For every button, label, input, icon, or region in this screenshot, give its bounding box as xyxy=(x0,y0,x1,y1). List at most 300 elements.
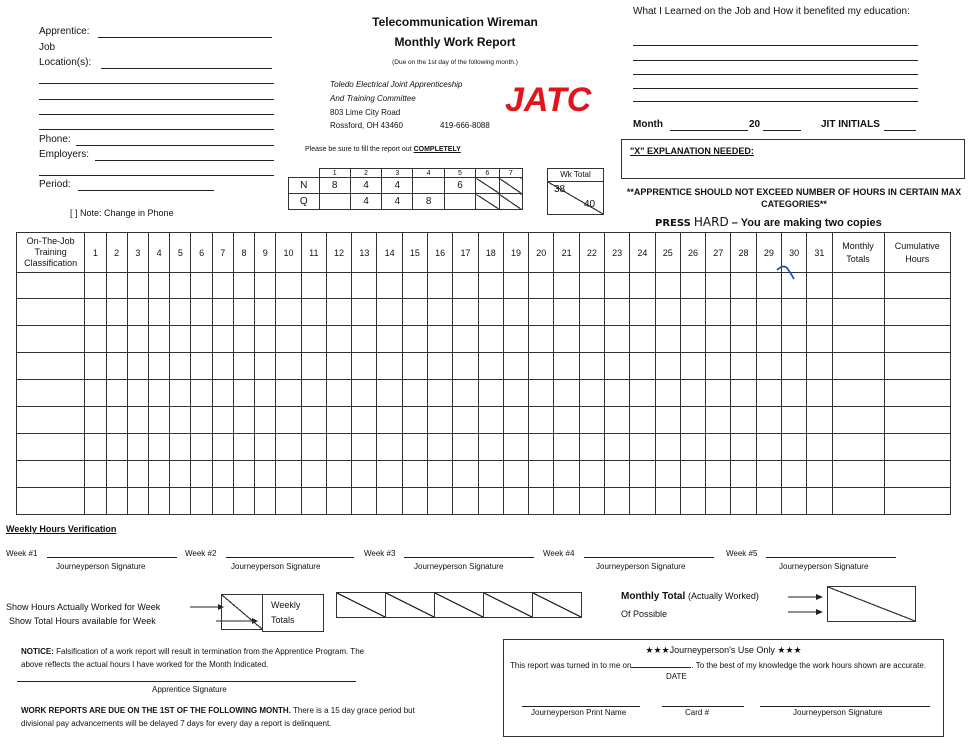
hours-cell[interactable] xyxy=(630,380,655,407)
hours-cell[interactable] xyxy=(655,353,680,380)
hours-cell[interactable] xyxy=(503,273,528,299)
mini-cell[interactable]: 4 xyxy=(382,194,413,210)
hours-cell[interactable] xyxy=(781,461,806,488)
hours-cell[interactable] xyxy=(503,326,528,353)
hours-cell[interactable] xyxy=(301,488,326,515)
hours-cell[interactable] xyxy=(402,299,427,326)
hours-cell[interactable] xyxy=(127,326,148,353)
mini-cell[interactable]: 8 xyxy=(319,178,350,194)
hours-cell[interactable] xyxy=(503,434,528,461)
hours-cell[interactable] xyxy=(781,488,806,515)
hours-cell[interactable] xyxy=(478,407,503,434)
hours-cell[interactable] xyxy=(807,273,832,299)
hours-cell[interactable] xyxy=(453,380,478,407)
cumulative-cell[interactable] xyxy=(884,299,950,326)
employers-line-2[interactable] xyxy=(39,175,274,176)
hours-cell[interactable] xyxy=(255,434,276,461)
hours-cell[interactable] xyxy=(255,273,276,299)
hours-cell[interactable] xyxy=(148,273,169,299)
hours-cell[interactable] xyxy=(276,407,301,434)
hours-cell[interactable] xyxy=(85,273,106,299)
weekly-hours-box[interactable] xyxy=(221,594,263,630)
hours-cell[interactable] xyxy=(191,488,212,515)
hours-cell[interactable] xyxy=(85,407,106,434)
mini-cell[interactable]: 4 xyxy=(382,178,413,194)
location-field[interactable] xyxy=(101,68,272,69)
hours-cell[interactable] xyxy=(301,273,326,299)
jp-print-name-line[interactable] xyxy=(522,706,640,707)
hours-cell[interactable] xyxy=(453,299,478,326)
hours-cell[interactable] xyxy=(655,380,680,407)
hours-cell[interactable] xyxy=(326,326,351,353)
hours-cell[interactable] xyxy=(503,380,528,407)
week-4-signature-line[interactable] xyxy=(584,557,714,558)
hours-cell[interactable] xyxy=(428,434,453,461)
hours-cell[interactable] xyxy=(148,353,169,380)
hours-cell[interactable] xyxy=(212,461,233,488)
hours-cell[interactable] xyxy=(579,380,604,407)
week-total-box[interactable] xyxy=(435,592,484,618)
hours-cell[interactable] xyxy=(191,407,212,434)
hours-cell[interactable] xyxy=(255,488,276,515)
hours-cell[interactable] xyxy=(706,407,731,434)
hours-cell[interactable] xyxy=(428,407,453,434)
hours-cell[interactable] xyxy=(579,407,604,434)
hours-cell[interactable] xyxy=(326,380,351,407)
hours-cell[interactable] xyxy=(503,407,528,434)
hours-cell[interactable] xyxy=(191,461,212,488)
hours-cell[interactable] xyxy=(428,461,453,488)
hours-cell[interactable] xyxy=(85,488,106,515)
learned-line-4[interactable] xyxy=(633,88,918,89)
week-3-signature-line[interactable] xyxy=(404,557,534,558)
hours-cell[interactable] xyxy=(377,380,402,407)
cumulative-cell[interactable] xyxy=(884,326,950,353)
week-total-box[interactable] xyxy=(336,592,386,618)
hours-cell[interactable] xyxy=(731,461,756,488)
hours-cell[interactable] xyxy=(352,299,377,326)
hours-cell[interactable] xyxy=(276,353,301,380)
hours-cell[interactable] xyxy=(630,353,655,380)
hours-cell[interactable] xyxy=(655,434,680,461)
hours-cell[interactable] xyxy=(233,461,254,488)
hours-cell[interactable] xyxy=(554,488,579,515)
hours-cell[interactable] xyxy=(807,461,832,488)
hours-cell[interactable] xyxy=(326,461,351,488)
learned-line-5[interactable] xyxy=(633,101,918,102)
classification-cell[interactable] xyxy=(17,434,85,461)
hours-cell[interactable] xyxy=(301,461,326,488)
hours-cell[interactable] xyxy=(191,299,212,326)
cumulative-cell[interactable] xyxy=(884,407,950,434)
hours-cell[interactable] xyxy=(428,273,453,299)
hours-cell[interactable] xyxy=(170,299,191,326)
hours-cell[interactable] xyxy=(148,488,169,515)
hours-cell[interactable] xyxy=(85,380,106,407)
hours-cell[interactable] xyxy=(352,326,377,353)
hours-cell[interactable] xyxy=(255,380,276,407)
hours-cell[interactable] xyxy=(706,461,731,488)
hours-cell[interactable] xyxy=(503,353,528,380)
hours-cell[interactable] xyxy=(377,353,402,380)
week-total-box[interactable] xyxy=(386,592,435,618)
hours-cell[interactable] xyxy=(478,353,503,380)
monthly-total-cell[interactable] xyxy=(832,299,884,326)
hours-cell[interactable] xyxy=(478,380,503,407)
hours-cell[interactable] xyxy=(579,273,604,299)
hours-cell[interactable] xyxy=(605,407,630,434)
hours-cell[interactable] xyxy=(428,380,453,407)
hours-cell[interactable] xyxy=(630,488,655,515)
hours-cell[interactable] xyxy=(301,299,326,326)
hours-cell[interactable] xyxy=(352,434,377,461)
hours-cell[interactable] xyxy=(212,407,233,434)
hours-cell[interactable] xyxy=(630,461,655,488)
hours-cell[interactable] xyxy=(529,461,554,488)
hours-cell[interactable] xyxy=(255,299,276,326)
hours-cell[interactable] xyxy=(807,353,832,380)
hours-cell[interactable] xyxy=(170,407,191,434)
mini-cell[interactable]: 6 xyxy=(444,178,475,194)
hours-cell[interactable] xyxy=(352,488,377,515)
hours-cell[interactable] xyxy=(301,380,326,407)
hours-cell[interactable] xyxy=(680,434,705,461)
hours-cell[interactable] xyxy=(148,380,169,407)
hours-cell[interactable] xyxy=(377,299,402,326)
hours-cell[interactable] xyxy=(276,380,301,407)
hours-cell[interactable] xyxy=(170,353,191,380)
hours-cell[interactable] xyxy=(352,461,377,488)
hours-cell[interactable] xyxy=(529,326,554,353)
hours-cell[interactable] xyxy=(170,461,191,488)
mini-cell[interactable] xyxy=(319,194,350,210)
mini-cell[interactable] xyxy=(444,194,475,210)
hours-cell[interactable] xyxy=(212,299,233,326)
classification-cell[interactable] xyxy=(17,380,85,407)
hours-cell[interactable] xyxy=(655,461,680,488)
hours-cell[interactable] xyxy=(233,407,254,434)
hours-cell[interactable] xyxy=(377,461,402,488)
hours-cell[interactable] xyxy=(106,353,127,380)
hours-cell[interactable] xyxy=(233,326,254,353)
hours-cell[interactable] xyxy=(276,299,301,326)
hours-cell[interactable] xyxy=(680,353,705,380)
hours-cell[interactable] xyxy=(255,407,276,434)
hours-cell[interactable] xyxy=(453,488,478,515)
hours-cell[interactable] xyxy=(148,299,169,326)
hours-cell[interactable] xyxy=(402,407,427,434)
hours-cell[interactable] xyxy=(276,273,301,299)
hours-cell[interactable] xyxy=(680,299,705,326)
cumulative-cell[interactable] xyxy=(884,380,950,407)
hours-cell[interactable] xyxy=(731,273,756,299)
hours-cell[interactable] xyxy=(301,407,326,434)
hours-cell[interactable] xyxy=(352,273,377,299)
hours-cell[interactable] xyxy=(781,299,806,326)
classification-cell[interactable] xyxy=(17,273,85,299)
hours-cell[interactable] xyxy=(630,273,655,299)
hours-cell[interactable] xyxy=(706,488,731,515)
mini-cell[interactable]: 8 xyxy=(413,194,444,210)
monthly-total-cell[interactable] xyxy=(832,434,884,461)
hours-cell[interactable] xyxy=(731,434,756,461)
hours-cell[interactable] xyxy=(402,353,427,380)
cumulative-cell[interactable] xyxy=(884,273,950,299)
monthly-total-cell[interactable] xyxy=(832,380,884,407)
hours-cell[interactable] xyxy=(276,488,301,515)
hours-cell[interactable] xyxy=(478,273,503,299)
hours-cell[interactable] xyxy=(781,353,806,380)
hours-cell[interactable] xyxy=(529,407,554,434)
hours-cell[interactable] xyxy=(630,407,655,434)
hours-cell[interactable] xyxy=(148,461,169,488)
hours-cell[interactable] xyxy=(554,353,579,380)
cumulative-cell[interactable] xyxy=(884,353,950,380)
hours-cell[interactable] xyxy=(655,407,680,434)
hours-cell[interactable] xyxy=(554,407,579,434)
classification-cell[interactable] xyxy=(17,461,85,488)
hours-cell[interactable] xyxy=(212,434,233,461)
hours-cell[interactable] xyxy=(756,326,781,353)
hours-cell[interactable] xyxy=(453,407,478,434)
hours-cell[interactable] xyxy=(326,488,351,515)
monthly-total-cell[interactable] xyxy=(832,353,884,380)
hours-cell[interactable] xyxy=(170,326,191,353)
hours-cell[interactable] xyxy=(655,326,680,353)
hours-cell[interactable] xyxy=(212,353,233,380)
hours-cell[interactable] xyxy=(85,326,106,353)
hours-cell[interactable] xyxy=(255,326,276,353)
hours-cell[interactable] xyxy=(170,273,191,299)
hours-cell[interactable] xyxy=(428,353,453,380)
hours-cell[interactable] xyxy=(428,488,453,515)
hours-cell[interactable] xyxy=(212,273,233,299)
hours-cell[interactable] xyxy=(127,299,148,326)
hours-cell[interactable] xyxy=(106,407,127,434)
jp-signature-line[interactable] xyxy=(760,706,930,707)
hours-cell[interactable] xyxy=(85,353,106,380)
hours-cell[interactable] xyxy=(503,461,528,488)
hours-cell[interactable] xyxy=(85,434,106,461)
hours-cell[interactable] xyxy=(706,273,731,299)
hours-cell[interactable] xyxy=(630,434,655,461)
hours-cell[interactable] xyxy=(807,380,832,407)
x-explanation-box[interactable] xyxy=(621,139,965,179)
hours-cell[interactable] xyxy=(579,326,604,353)
monthly-total-cell[interactable] xyxy=(832,326,884,353)
week-1-signature-line[interactable] xyxy=(47,557,177,558)
year-field[interactable] xyxy=(763,130,801,131)
hours-cell[interactable] xyxy=(402,380,427,407)
mini-cell[interactable]: 4 xyxy=(350,178,381,194)
hours-cell[interactable] xyxy=(148,407,169,434)
hours-cell[interactable] xyxy=(106,299,127,326)
phone-field[interactable] xyxy=(76,145,274,146)
hours-cell[interactable] xyxy=(731,380,756,407)
hours-cell[interactable] xyxy=(529,299,554,326)
hours-cell[interactable] xyxy=(352,353,377,380)
hours-cell[interactable] xyxy=(579,299,604,326)
hours-cell[interactable] xyxy=(529,353,554,380)
hours-cell[interactable] xyxy=(106,488,127,515)
hours-cell[interactable] xyxy=(106,461,127,488)
week-total-box[interactable] xyxy=(533,592,582,618)
hours-cell[interactable] xyxy=(605,434,630,461)
hours-cell[interactable] xyxy=(453,353,478,380)
hours-cell[interactable] xyxy=(402,326,427,353)
hours-cell[interactable] xyxy=(579,488,604,515)
hours-cell[interactable] xyxy=(731,353,756,380)
hours-cell[interactable] xyxy=(127,461,148,488)
month-field[interactable] xyxy=(670,130,748,131)
hours-cell[interactable] xyxy=(453,326,478,353)
hours-cell[interactable] xyxy=(377,488,402,515)
hours-cell[interactable] xyxy=(605,488,630,515)
hours-cell[interactable] xyxy=(807,407,832,434)
hours-cell[interactable] xyxy=(655,488,680,515)
classification-cell[interactable] xyxy=(17,353,85,380)
hours-cell[interactable] xyxy=(478,434,503,461)
hours-cell[interactable] xyxy=(127,353,148,380)
card-number-line[interactable] xyxy=(662,706,744,707)
hours-cell[interactable] xyxy=(731,326,756,353)
period-field[interactable] xyxy=(78,190,214,191)
hours-cell[interactable] xyxy=(781,326,806,353)
hours-cell[interactable] xyxy=(377,326,402,353)
hours-cell[interactable] xyxy=(706,353,731,380)
hours-cell[interactable] xyxy=(402,273,427,299)
hours-cell[interactable] xyxy=(212,380,233,407)
hours-cell[interactable] xyxy=(731,407,756,434)
apprentice-signature-line[interactable] xyxy=(17,681,356,682)
hours-cell[interactable] xyxy=(655,299,680,326)
hours-cell[interactable] xyxy=(756,353,781,380)
hours-cell[interactable] xyxy=(630,326,655,353)
hours-cell[interactable] xyxy=(781,407,806,434)
hours-cell[interactable] xyxy=(756,380,781,407)
hours-cell[interactable] xyxy=(301,353,326,380)
hours-cell[interactable] xyxy=(478,461,503,488)
hours-cell[interactable] xyxy=(301,434,326,461)
learned-line-2[interactable] xyxy=(633,60,918,61)
hours-cell[interactable] xyxy=(106,273,127,299)
hours-cell[interactable] xyxy=(807,488,832,515)
hours-cell[interactable] xyxy=(655,273,680,299)
hours-cell[interactable] xyxy=(326,299,351,326)
hours-cell[interactable] xyxy=(170,434,191,461)
hours-cell[interactable] xyxy=(680,488,705,515)
hours-cell[interactable] xyxy=(756,407,781,434)
hours-cell[interactable] xyxy=(233,380,254,407)
jit-field[interactable] xyxy=(884,130,916,131)
location-line-4[interactable] xyxy=(39,114,274,115)
hours-cell[interactable] xyxy=(301,326,326,353)
week-5-signature-line[interactable] xyxy=(766,557,896,558)
hours-cell[interactable] xyxy=(127,273,148,299)
hours-cell[interactable] xyxy=(680,407,705,434)
hours-cell[interactable] xyxy=(276,434,301,461)
hours-cell[interactable] xyxy=(731,488,756,515)
hours-cell[interactable] xyxy=(554,299,579,326)
hours-cell[interactable] xyxy=(377,407,402,434)
hours-cell[interactable] xyxy=(85,461,106,488)
hours-cell[interactable] xyxy=(326,407,351,434)
hours-cell[interactable] xyxy=(781,380,806,407)
hours-cell[interactable] xyxy=(453,461,478,488)
hours-cell[interactable] xyxy=(402,488,427,515)
hours-cell[interactable] xyxy=(170,488,191,515)
hours-cell[interactable] xyxy=(554,434,579,461)
hours-cell[interactable] xyxy=(807,434,832,461)
hours-cell[interactable] xyxy=(605,273,630,299)
hours-cell[interactable] xyxy=(756,299,781,326)
hours-cell[interactable] xyxy=(529,488,554,515)
apprentice-field[interactable] xyxy=(98,37,272,38)
hours-cell[interactable] xyxy=(529,273,554,299)
hours-cell[interactable] xyxy=(706,434,731,461)
hours-cell[interactable] xyxy=(554,273,579,299)
hours-cell[interactable] xyxy=(212,488,233,515)
cumulative-cell[interactable] xyxy=(884,461,950,488)
hours-cell[interactable] xyxy=(478,488,503,515)
hours-cell[interactable] xyxy=(127,407,148,434)
learned-line-1[interactable] xyxy=(633,45,918,46)
phone-change-note[interactable]: [ ] Note: Change in Phone xyxy=(70,208,174,218)
hours-cell[interactable] xyxy=(326,273,351,299)
hours-cell[interactable] xyxy=(453,434,478,461)
hours-cell[interactable] xyxy=(191,380,212,407)
hours-cell[interactable] xyxy=(706,326,731,353)
hours-cell[interactable] xyxy=(503,488,528,515)
hours-cell[interactable] xyxy=(127,434,148,461)
location-line-2[interactable] xyxy=(39,83,274,84)
hours-cell[interactable] xyxy=(148,326,169,353)
monthly-total-cell[interactable] xyxy=(832,461,884,488)
hours-cell[interactable] xyxy=(706,380,731,407)
hours-cell[interactable] xyxy=(191,353,212,380)
week-2-signature-line[interactable] xyxy=(226,557,354,558)
hours-cell[interactable] xyxy=(554,461,579,488)
hours-cell[interactable] xyxy=(680,380,705,407)
hours-cell[interactable] xyxy=(605,461,630,488)
hours-cell[interactable] xyxy=(756,434,781,461)
hours-cell[interactable] xyxy=(106,434,127,461)
week-total-box[interactable] xyxy=(484,592,533,618)
hours-cell[interactable] xyxy=(706,299,731,326)
hours-cell[interactable] xyxy=(402,461,427,488)
hours-cell[interactable] xyxy=(807,326,832,353)
hours-cell[interactable] xyxy=(106,326,127,353)
hours-cell[interactable] xyxy=(127,380,148,407)
cumulative-cell[interactable] xyxy=(884,488,950,515)
hours-cell[interactable] xyxy=(402,434,427,461)
hours-cell[interactable] xyxy=(680,461,705,488)
hours-cell[interactable] xyxy=(680,273,705,299)
hours-cell[interactable] xyxy=(756,488,781,515)
classification-cell[interactable] xyxy=(17,326,85,353)
hours-cell[interactable] xyxy=(529,434,554,461)
hours-cell[interactable] xyxy=(605,353,630,380)
cumulative-cell[interactable] xyxy=(884,434,950,461)
hours-cell[interactable] xyxy=(148,434,169,461)
hours-cell[interactable] xyxy=(428,326,453,353)
hours-cell[interactable] xyxy=(326,353,351,380)
hours-cell[interactable] xyxy=(605,326,630,353)
employers-field[interactable] xyxy=(95,160,274,161)
hours-cell[interactable] xyxy=(529,380,554,407)
hours-cell[interactable] xyxy=(276,326,301,353)
hours-cell[interactable] xyxy=(191,326,212,353)
